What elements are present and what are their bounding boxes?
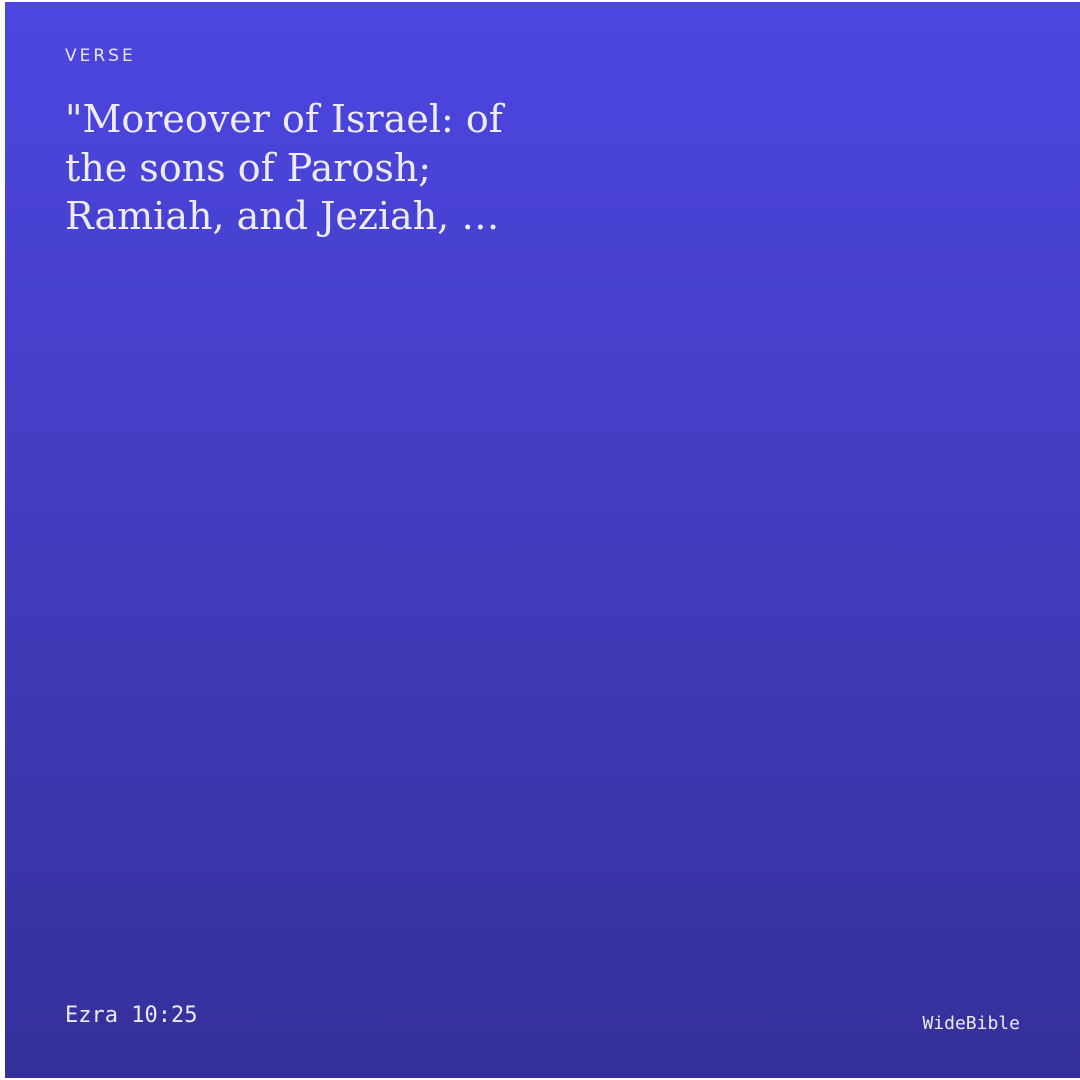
verse-reference: Ezra 10:25 bbox=[65, 1003, 198, 1028]
verse-quote bbox=[65, 95, 705, 241]
brand-watermark: WideBible bbox=[922, 1013, 1020, 1034]
verse-quote-line-2: the sons of Parosh; bbox=[65, 145, 432, 190]
verse-card-background bbox=[5, 2, 1080, 1078]
verse-quote-line-1: "Moreover of Israel: of bbox=[65, 97, 503, 141]
verse-eyebrow-label: VERSE bbox=[65, 46, 136, 66]
verse-quote-line-3: Ramiah, and Jeziah, … bbox=[65, 194, 500, 238]
